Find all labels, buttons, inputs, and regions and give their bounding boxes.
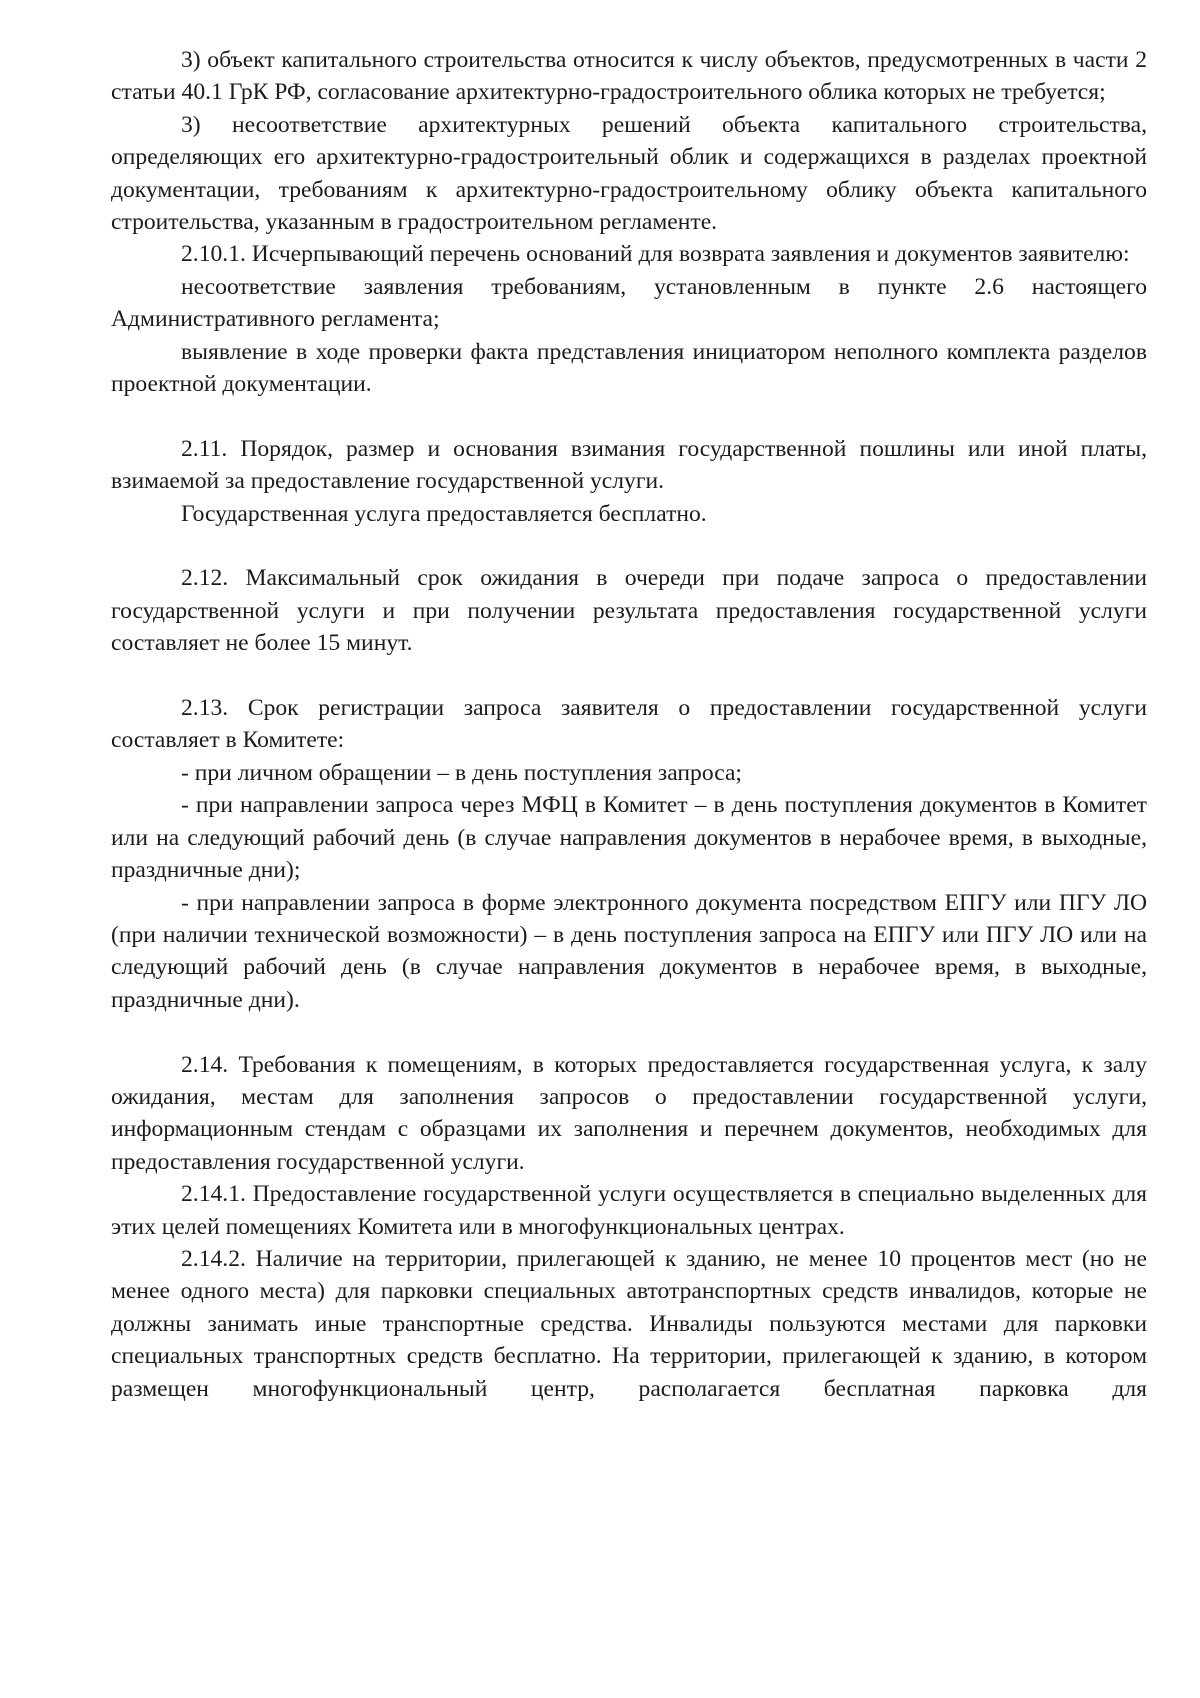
paragraph-6: 2.11. Порядок, размер и основания взимания государственной пошлины или иной платы, взимаемой за предоставление государственной услуги. [111,435,1147,495]
paragraph-7: Государственная услуга предоставляется бесплатно. [181,500,707,527]
document-page [111,44,1147,1405]
paragraph-11: - при направлении запроса через МФЦ в Комитет – в день поступления документов в Комитет или на следующий рабочий день (в случае направления документов в нерабочее время, в выходные, праздничные дни); [111,792,1147,884]
paragraph-9: 2.13. Срок регистрации запроса заявителя о предоставлении государственной услуги составляет в Комитете: [111,695,1147,754]
paragraph-10: - при личном обращении – в день поступления запроса; [181,759,742,786]
paragraph-4: несоответствие заявления требованиям, установленным в пункте 2.6 настоящего Административного регламента; [111,273,1147,333]
paragraph-8: 2.12. Максимальный срок ожидания в очереди при подаче запроса о предоставлении государственной услуги и при получении результата предоставления государственной услуги составляет не более 15 минут. [111,565,1147,657]
paragraph-13: 2.14. Требования к помещениям, в которых предоставляется государственная услуга, к залу ожидания, местам для заполнения запросов о предоставлении государственной услуги, информационным стендам с образцами их заполнения и перечнем документов, необходимых для предоставления государственной услуги. [111,1051,1147,1175]
paragraph-15: 2.14.2. Наличие на территории, прилегающей к зданию, не менее 10 процентов мест (но не менее одного места) для парковки специальных автотранспортных средств инвалидов, которые не должны занимать иные транспортные средства. Инвалиды пользуются местами для парковки специальных транспортных средств бесплатно. На территории, прилегающей к зданию, в котором размещен многофункциональный центр, располагается бесплатная парковка для [111,1245,1147,1402]
paragraph-5: выявление в ходе проверки факта представления инициатором неполного комплекта разделов проектной документации. [111,338,1147,398]
paragraph-3: 2.10.1. Исчерпывающий перечень оснований для возврата заявления и документов заявителю: [181,241,1130,268]
paragraph-1: 3) объект капитального строительства относится к числу объектов, предусмотренных в части 2 статьи 40.1 ГрК РФ, согласование архитектурно-градостроительного облика которых не требуется; [111,47,1147,106]
paragraph-14: 2.14.1. Предоставление государственной услуги осуществляется в специально выделенных для этих целей помещениях Комитета или в многофункциональных центрах. [111,1181,1147,1240]
paragraph-2: 3) несоответствие архитектурных решений объекта капитального строительства, определяющих его архитектурно-градостроительный облик и содержащихся в разделах проектной документации, требованиям к архитектурно-градостроительному облику объекта капитального строительства, указанным в градостроительном регламенте. [111,111,1147,236]
paragraph-12: - при направлении запроса в форме электронного документа посредством ЕПГУ или ПГУ ЛО (при наличии технической возможности) – в день поступления запроса на ЕПГУ или ПГУ ЛО или на следующий рабочий день (в случае направления документов в нерабочее время, в выходные, праздничные дни). [111,889,1147,1013]
